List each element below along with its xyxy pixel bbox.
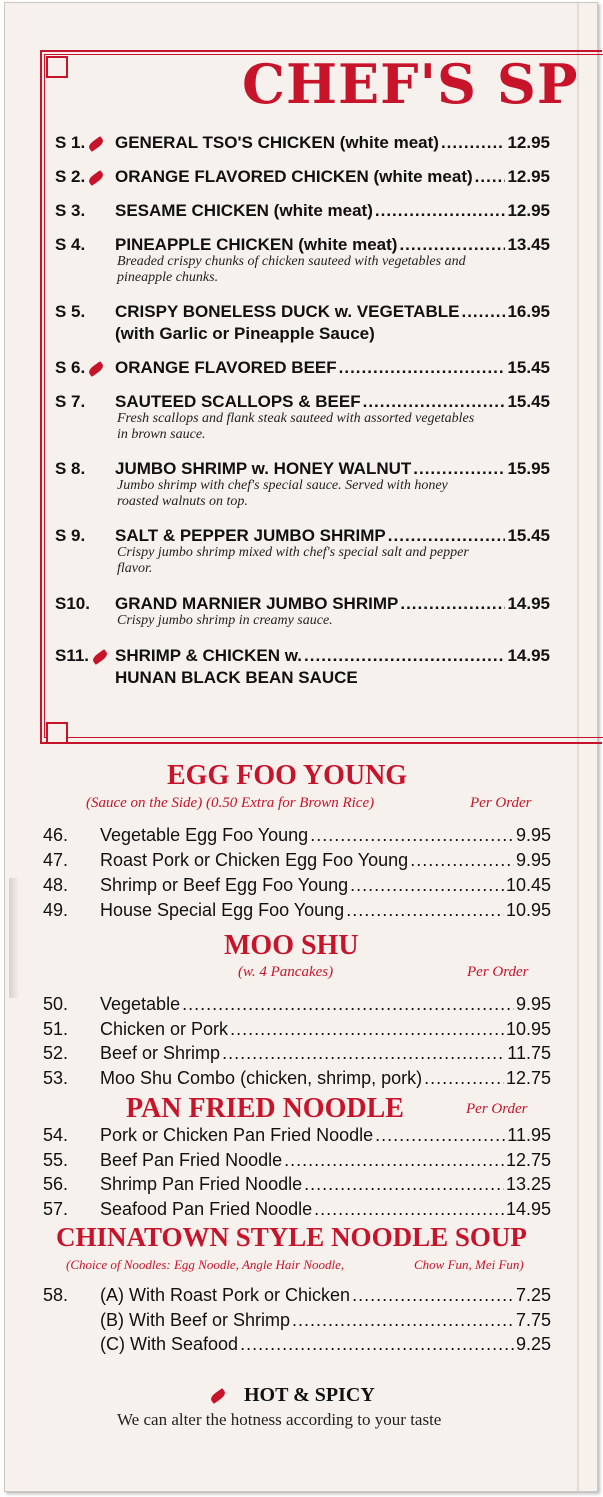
item-number: 50. — [43, 994, 69, 1014]
hot-pepper-icon — [87, 170, 105, 186]
special-name-line — [115, 358, 550, 378]
special-name: PINEAPPLE CHICKEN (white meat) — [115, 235, 398, 254]
item-number: 57. — [43, 1199, 69, 1219]
special-code: S 5. — [55, 302, 86, 321]
noodle-soup-note-continued: Chow Fun, Mei Fun) — [414, 1257, 524, 1272]
item-number: 58. — [43, 1285, 69, 1305]
dot-leader — [314, 1199, 504, 1220]
item-number: 51. — [43, 1019, 69, 1039]
pan-fried-per-order: Per Order — [466, 1101, 528, 1117]
item-price: 11.95 — [507, 1125, 551, 1145]
scan-shadow — [9, 878, 19, 998]
item-price: 10.95 — [505, 900, 551, 920]
dot-leader — [310, 825, 514, 846]
dot-leader — [424, 1068, 504, 1089]
special-name-line — [115, 235, 550, 255]
dot-leader — [346, 900, 504, 921]
egg-foo-young-note: (Sauce on the Side) (0.50 Extra for Brown Rice) — [86, 795, 375, 811]
item-name: Pork or Chicken Pan Fried Noodle — [100, 1125, 374, 1145]
hot-pepper-icon — [87, 136, 105, 152]
item-name: Chicken or Pork — [100, 1019, 229, 1039]
special-code: S 2. — [55, 167, 104, 187]
special-name-line — [115, 459, 550, 479]
item-number: 48. — [43, 875, 69, 895]
special-description: Fresh scallops and flank steak sauteed with assorted vegetables in brown sauce. — [117, 411, 475, 442]
hot-spicy-legend: HOT & SPICY — [244, 1384, 375, 1406]
menu-item — [43, 825, 551, 846]
item-number: 56. — [43, 1174, 69, 1194]
item-price: 7.25 — [515, 1285, 551, 1305]
dot-leader — [441, 133, 506, 153]
special-name: SALT & PEPPER JUMBO SHRIMP — [115, 526, 386, 545]
special-name-line — [115, 594, 550, 614]
dot-leader — [375, 201, 506, 221]
special-name: CRISPY BONELESS DUCK w. VEGETABLE — [115, 302, 460, 321]
special-description: Crispy jumbo shrimp mixed with chef's special salt and pepper flavor. — [117, 545, 469, 576]
special-code: S10. — [55, 594, 90, 613]
special-code: S 1. — [55, 133, 104, 153]
special-name-line — [115, 302, 550, 322]
dot-leader — [400, 594, 505, 614]
special-price: 12.95 — [507, 167, 550, 186]
item-name: Vegetable — [100, 994, 181, 1014]
item-number: 47. — [43, 850, 69, 870]
special-name: SAUTEED SCALLOPS & BEEF — [115, 392, 361, 411]
special-price: 14.95 — [507, 594, 550, 613]
item-price: 12.75 — [505, 1150, 551, 1170]
menu-item — [43, 1174, 551, 1195]
special-code: S 3. — [55, 201, 86, 220]
dot-leader — [461, 302, 505, 322]
item-name: (C) With Seafood — [100, 1334, 239, 1354]
hot-pepper-icon — [87, 361, 105, 377]
menu-item — [43, 1310, 551, 1331]
item-price: 12.75 — [505, 1068, 551, 1088]
item-name: Roast Pork or Chicken Egg Foo Young — [100, 850, 409, 870]
special-name-continued: (with Garlic or Pineapple Sauce) — [115, 324, 375, 343]
dot-leader — [399, 235, 505, 255]
dot-leader — [375, 1125, 505, 1146]
item-price: 9.95 — [515, 825, 551, 845]
item-name: Moo Shu Combo (chicken, shrimp, pork) — [100, 1068, 423, 1088]
dot-leader — [363, 392, 506, 412]
menu-item — [43, 1285, 551, 1306]
special-code: S 7. — [55, 392, 86, 411]
dot-leader — [339, 358, 506, 378]
pan-fried-noodle-title: PAN FRIED NOODLE — [126, 1093, 404, 1124]
dot-leader — [284, 1150, 504, 1171]
item-name: Shrimp Pan Fried Noodle — [100, 1174, 303, 1194]
item-price: 10.95 — [505, 1019, 551, 1039]
dot-leader — [350, 875, 504, 896]
special-code: S 8. — [55, 459, 86, 478]
chef-specials-title: CHEF'S SP — [242, 52, 579, 116]
item-name: (A) With Roast Pork or Chicken — [100, 1285, 351, 1305]
menu-item — [43, 1068, 551, 1089]
item-name: Shrimp or Beef Egg Foo Young — [100, 875, 349, 895]
item-price: 10.45 — [505, 875, 551, 895]
menu-item — [43, 994, 551, 1015]
special-name: SESAME CHICKEN (white meat) — [115, 201, 373, 220]
special-price: 13.45 — [507, 235, 550, 254]
special-name: ORANGE FLAVORED BEEF — [115, 358, 337, 377]
item-number: 49. — [43, 900, 69, 920]
hot-spicy-note: We can alter the hotness according to your taste — [117, 1410, 442, 1429]
item-price: 9.95 — [515, 994, 551, 1014]
special-name-line — [115, 646, 550, 666]
item-price: 14.95 — [505, 1199, 551, 1219]
egg-foo-young-per-order: Per Order — [470, 795, 532, 811]
special-name: JUMBO SHRIMP w. HONEY WALNUT — [115, 459, 412, 478]
frame-corner-ornament — [46, 722, 68, 744]
special-price: 14.95 — [507, 646, 550, 665]
special-code: S 6. — [55, 358, 104, 378]
item-price: 9.25 — [515, 1334, 551, 1354]
frame-corner-ornament — [46, 56, 68, 78]
dot-leader — [292, 1310, 514, 1331]
noodle-soup-title: CHINATOWN STYLE NOODLE SOUP — [56, 1222, 527, 1252]
item-name: Beef Pan Fried Noodle — [100, 1150, 283, 1170]
item-name: Seafood Pan Fried Noodle — [100, 1199, 313, 1219]
special-name-line — [115, 392, 550, 412]
special-price: 15.95 — [507, 459, 550, 478]
dot-leader — [352, 1285, 514, 1306]
special-name-continued: HUNAN BLACK BEAN SAUCE — [115, 668, 358, 687]
special-name-line — [115, 526, 550, 546]
item-number: 52. — [43, 1043, 69, 1063]
special-name: ORANGE FLAVORED CHICKEN (white meat) — [115, 167, 473, 186]
dot-leader — [388, 526, 506, 546]
menu-item — [43, 875, 551, 896]
dot-leader — [304, 646, 505, 666]
special-price: 15.45 — [507, 358, 550, 377]
special-code: S 9. — [55, 526, 86, 545]
menu-item — [43, 1334, 551, 1355]
egg-foo-young-title: EGG FOO YOUNG — [167, 760, 408, 791]
special-code: S 4. — [55, 235, 86, 254]
special-name: SHRIMP & CHICKEN w. — [115, 646, 303, 665]
dot-leader — [475, 167, 506, 187]
special-description: Jumbo shrimp with chef's special sauce. Served with honey roasted walnuts on top. — [117, 478, 448, 509]
menu-item — [43, 1019, 551, 1040]
item-name: Beef or Shrimp — [100, 1043, 221, 1063]
item-number: 55. — [43, 1150, 69, 1170]
special-code: S11. — [55, 646, 108, 666]
menu-item — [43, 850, 551, 871]
item-name: (B) With Beef or Shrimp — [100, 1310, 291, 1330]
special-name: GRAND MARNIER JUMBO SHRIMP — [115, 594, 399, 613]
item-name: Vegetable Egg Foo Young — [100, 825, 309, 845]
moo-shu-per-order: Per Order — [467, 964, 529, 980]
moo-shu-note: (w. 4 Pancakes) — [238, 964, 334, 980]
menu-item — [43, 1199, 551, 1220]
special-name: GENERAL TSO'S CHICKEN (white meat) — [115, 133, 439, 152]
dot-leader — [182, 994, 514, 1015]
item-number: 53. — [43, 1068, 69, 1088]
item-number: 46. — [43, 825, 69, 845]
dot-leader — [304, 1174, 504, 1195]
item-price: 7.75 — [515, 1310, 551, 1330]
moo-shu-title: MOO SHU — [224, 930, 359, 961]
item-number: 54. — [43, 1125, 69, 1145]
special-name-line — [115, 133, 550, 153]
special-name-line — [115, 167, 550, 187]
hot-pepper-icon — [91, 649, 109, 665]
special-description: Crispy jumbo shrimp in creamy sauce. — [117, 613, 333, 628]
item-price: 13.25 — [505, 1174, 551, 1194]
special-name-line — [115, 201, 550, 221]
dot-leader — [410, 850, 514, 871]
menu-item — [43, 1043, 551, 1064]
menu-item — [43, 900, 551, 921]
special-price: 15.45 — [507, 392, 550, 411]
item-price: 9.95 — [515, 850, 551, 870]
dot-leader — [413, 459, 505, 479]
special-price: 12.95 — [507, 201, 550, 220]
special-price: 16.95 — [507, 302, 550, 321]
menu-item — [43, 1150, 551, 1171]
dot-leader — [230, 1019, 504, 1040]
special-description: Breaded crispy chunks of chicken sauteed with vegetables and pineapple chunks. — [117, 254, 466, 285]
item-price: 11.75 — [507, 1043, 551, 1063]
special-price: 12.95 — [507, 133, 550, 152]
special-price: 15.45 — [507, 526, 550, 545]
menu-item — [43, 1125, 551, 1146]
noodle-soup-note: (Choice of Noodles: Egg Noodle, Angle Hair Noodle, — [66, 1257, 345, 1272]
item-name: House Special Egg Foo Young — [100, 900, 345, 920]
dot-leader — [222, 1043, 505, 1064]
dot-leader — [240, 1334, 514, 1355]
